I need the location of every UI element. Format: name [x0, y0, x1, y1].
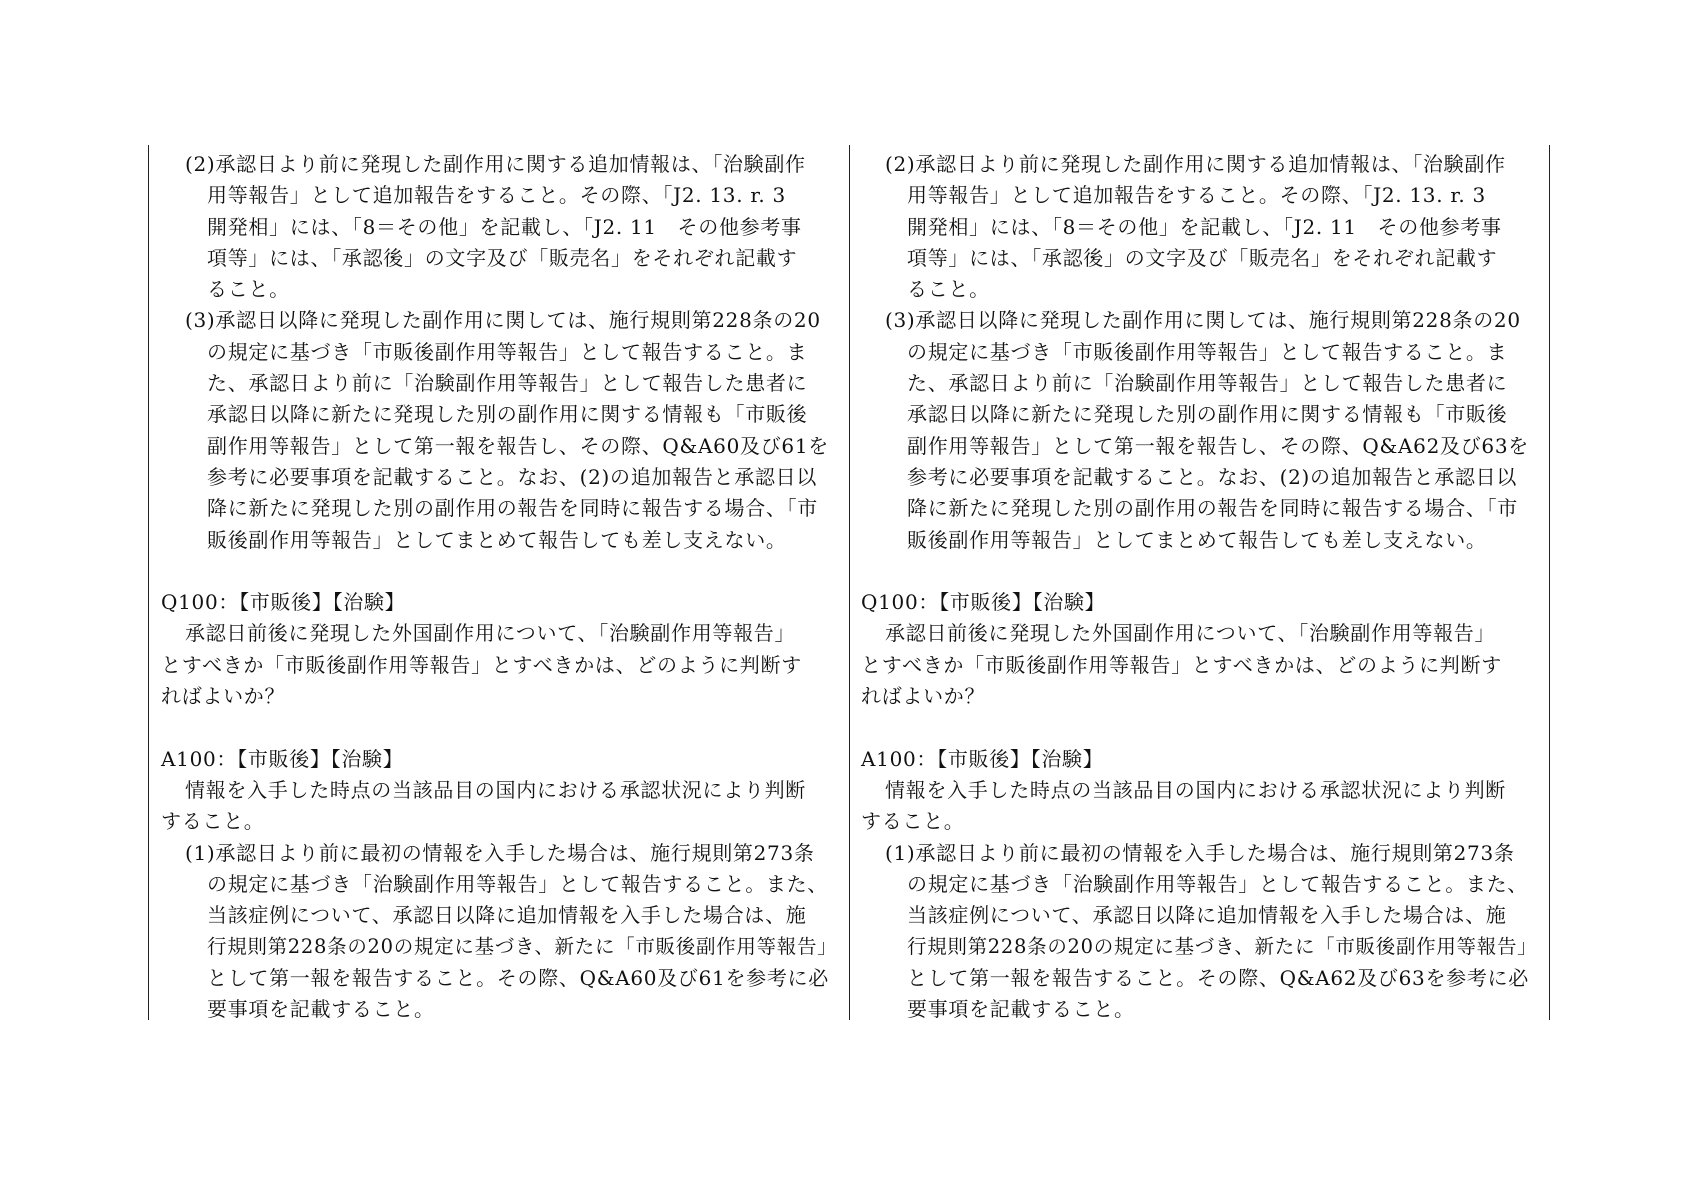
text-line: 開発相」には、「8＝その他」を記載し、「J2. 11 その他参考事: [907, 214, 1502, 239]
text-line: 降に新たに発現した別の副作用の報告を同時に報告する場合、「市: [207, 496, 818, 521]
question-heading: Q100：【市販後】【治験】: [861, 590, 1106, 615]
answer-heading: A100：【市販後】【治験】: [861, 746, 1104, 771]
text-line: (2)承認日より前に発現した副作用に関する追加情報は、「治験副作: [185, 152, 806, 176]
text-line: の規定に基づき「市販後副作用等報告」として報告すること。ま: [907, 339, 1508, 364]
text-line: た、承認日より前に「治験副作用等報告」として報告した患者に: [207, 371, 808, 396]
text-line: 行規則第228条の20の規定に基づき、新たに「市販後副作用等報告」: [207, 935, 838, 959]
text-line: とすべきか「市販後副作用等報告」とすべきかは、どのように判断す: [861, 652, 1502, 677]
text-line: 情報を入手した時点の当該品目の国内における承認状況により判断: [885, 777, 1506, 802]
text-line: ること。: [907, 277, 990, 302]
text-line: ればよいか？: [861, 684, 986, 709]
text-line: すること。: [161, 809, 265, 834]
text-line: 承認日以降に新たに発現した別の副作用に関する情報も「市販後: [207, 402, 808, 427]
text-line: (2)承認日より前に発現した副作用に関する追加情報は、「治験副作: [885, 152, 1506, 176]
right-column: [861, 149, 1551, 1025]
text-line: 項等」には、「承認後」の文字及び「販売名」をそれぞれ記載す: [207, 245, 798, 270]
text-line: 要事項を記載すること。: [207, 997, 435, 1022]
text-line: (3)承認日以降に発現した副作用に関しては、施行規則第228条の20: [185, 308, 821, 333]
text-line: の規定に基づき「市販後副作用等報告」として報告すること。ま: [207, 339, 808, 364]
text-line: とすべきか「市販後副作用等報告」とすべきかは、どのように判断す: [161, 652, 802, 677]
text-line: 用等報告」として追加報告をすること。その際、「J2. 13. r. 3: [207, 183, 786, 208]
left-column: [161, 149, 851, 1025]
text-line: (1)承認日より前に最初の情報を入手した場合は、施行規則第273条: [185, 840, 815, 865]
text-line: 行規則第228条の20の規定に基づき、新たに「市販後副作用等報告」: [907, 935, 1538, 959]
text-line: 販後副作用等報告」としてまとめて報告しても差し支えない。: [207, 527, 787, 552]
text-line: ればよいか？: [161, 684, 286, 709]
text-line: 項等」には、「承認後」の文字及び「販売名」をそれぞれ記載す: [907, 245, 1498, 270]
text-line: (1)承認日より前に最初の情報を入手した場合は、施行規則第273条: [885, 840, 1515, 865]
text-line: 当該症例について、承認日以降に追加情報を入手した場合は、施: [907, 903, 1507, 928]
text-line: の規定に基づき「治験副作用等報告」として報告すること。また、: [207, 871, 828, 896]
text-line: 用等報告」として追加報告をすること。その際、「J2. 13. r. 3: [907, 183, 1486, 208]
text-line: すること。: [861, 809, 965, 834]
text-line: 当該症例について、承認日以降に追加情報を入手した場合は、施: [207, 903, 807, 928]
text-line: た、承認日より前に「治験副作用等報告」として報告した患者に: [907, 371, 1508, 396]
text-line: 販後副作用等報告」としてまとめて報告しても差し支えない。: [907, 527, 1487, 552]
text-line: ること。: [207, 277, 290, 302]
text-line: (3)承認日以降に発現した副作用に関しては、施行規則第228条の20: [885, 308, 1521, 333]
text-line: として第一報を報告すること。その際、Q&A60及び61を参考に必: [207, 965, 829, 990]
text-line: 降に新たに発現した別の副作用の報告を同時に報告する場合、「市: [907, 496, 1518, 521]
text-line: として第一報を報告すること。その際、Q&A62及び63を参考に必: [907, 965, 1529, 990]
text-line: 開発相」には、「8＝その他」を記載し、「J2. 11 その他参考事: [207, 214, 802, 239]
answer-heading: A100：【市販後】【治験】: [161, 746, 404, 771]
text-line: 承認日以降に新たに発現した別の副作用に関する情報も「市販後: [907, 402, 1508, 427]
text-line: 要事項を記載すること。: [907, 997, 1135, 1022]
text-line: 情報を入手した時点の当該品目の国内における承認状況により判断: [185, 777, 806, 802]
text-line: 承認日前後に発現した外国副作用について、「治験副作用等報告」: [885, 621, 1496, 646]
text-line: 参考に必要事項を記載すること。なお、(2)の追加報告と承認日以: [207, 464, 818, 489]
text-line: 承認日前後に発現した外国副作用について、「治験副作用等報告」: [185, 621, 796, 646]
text-line: 副作用等報告」として第一報を報告し、その際、Q&A60及び61を: [207, 433, 829, 458]
question-heading: Q100：【市販後】【治験】: [161, 590, 406, 615]
comparison-table: [148, 145, 1550, 1020]
text-line: 参考に必要事項を記載すること。なお、(2)の追加報告と承認日以: [907, 464, 1518, 489]
text-line: 副作用等報告」として第一報を報告し、その際、Q&A62及び63を: [907, 433, 1529, 458]
text-line: の規定に基づき「治験副作用等報告」として報告すること。また、: [907, 871, 1528, 896]
